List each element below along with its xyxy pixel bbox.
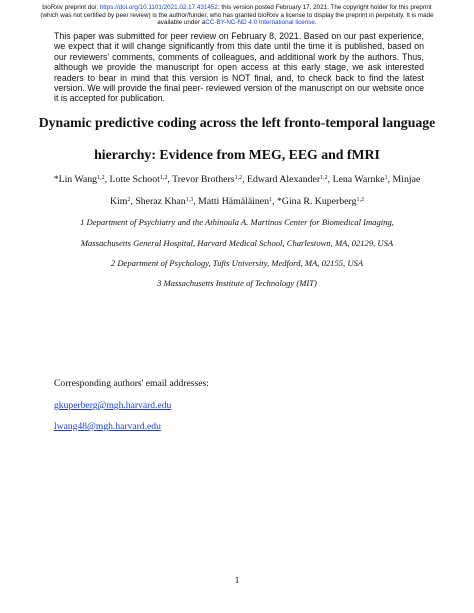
author-affiliation-marker: 1,2 [159,175,168,181]
email-row-1 [54,400,171,411]
license-link[interactable]: CC-BY-NC-ND 4.0 International license [205,19,315,26]
author-name: Sheraz Khan [135,196,186,207]
author-name: *Gina R. Kuperberg [276,196,357,207]
authors-line-2 [20,196,454,207]
author-separator: , [104,174,110,185]
author-name: Edward Alexander [246,174,321,185]
affiliation-2: 2 Department of Psychology, Tufts University, Medford, MA, 02155, USA [110,258,364,268]
affiliation-3: 3 Massachusetts Institute of Technology (MIT) [157,278,317,288]
author-affiliation-marker: 1,2 [97,175,105,181]
author-separator: , [272,196,277,207]
author-separator: , [327,174,333,185]
correspondence-label: Corresponding authors' email addresses: [54,378,209,389]
author-affiliation-marker: 1,2 [234,175,243,181]
header-line3-suffix: . [314,19,317,26]
author-affiliation-marker: 1 [384,175,388,181]
email-link-kuperberg[interactable]: gkuperberg@mgh.harvard.edu [54,400,172,411]
header-line1-suffix: ; this version posted February 17, 2021. The copyright holder for this preprint [217,4,432,11]
author-separator: , Minjae [387,174,421,185]
author-separator: , [193,196,199,207]
author-name: Lotte Schoot [109,174,160,185]
author-name: Matti Hämäläinen [198,196,270,207]
doi-link[interactable]: https://doi.org/10.1101/2021.02.17.431452 [99,4,218,11]
author-affiliation-marker: 1,3 [185,197,194,203]
header-line-3 [30,19,444,27]
author-affiliation-marker: 2 [127,197,131,203]
author-separator: , [167,174,173,185]
affiliation-1-line-2: Massachusetts General Hospital, Harvard Medical School, Charlestown, MA, 02129, USA [80,238,394,248]
author-affiliation-marker: 1,2 [356,197,365,203]
author-affiliation-marker: 1,2 [320,175,328,181]
page-number: 1 [234,575,240,586]
author-name: *Lin Wang [53,174,98,185]
author-separator: , [242,174,247,185]
affiliation-1-line-1: 1 Department of Psychiatry and the Athinoula A. Martinos Center for Biomedical Imaging, [80,217,394,227]
author-name: Kim [109,196,128,207]
header-line3-prefix: available under a [157,19,206,26]
paper-title-line-2: hierarchy: Evidence from MEG, EEG and fMRI [94,147,380,162]
header-line-1 [30,4,444,12]
authors-line-1 [20,174,454,185]
biorxiv-header [0,4,474,27]
header-line1-prefix: bioRxiv preprint doi: [42,4,100,11]
email-link-wang[interactable]: lwang48@mgh.harvard.edu [54,421,161,432]
author-name: Lena Warnke [332,174,385,185]
author-name: Trevor Brothers [172,174,235,185]
author-separator: , [130,196,136,207]
peer-review-notice: This paper was submitted for peer review on February 8, 2021. Based on our past experience, we expect that it will change significantly from this date until the time it is published, based on our reviewers' comments, comments of colleagues, and additional work by the authors. Thus, although we provide the manuscript for open access at this early stage, we ask interested readers to bear in mind that this version is NOT final, and, to check back to find the latest version. We will provide the final peer- reviewed version of the manuscript on our website once it is accepted for publication. [54,31,424,104]
email-row-2 [54,421,161,432]
paper-title-line-1: Dynamic predictive coding across the left fronto-temporal language [38,115,436,130]
header-line-2: (which was not certified by peer review) is the author/funder, who has granted bioRxiv a license to display the preprint in perpetuity. It is made [40,11,434,19]
author-affiliation-marker: 1 [269,197,273,203]
